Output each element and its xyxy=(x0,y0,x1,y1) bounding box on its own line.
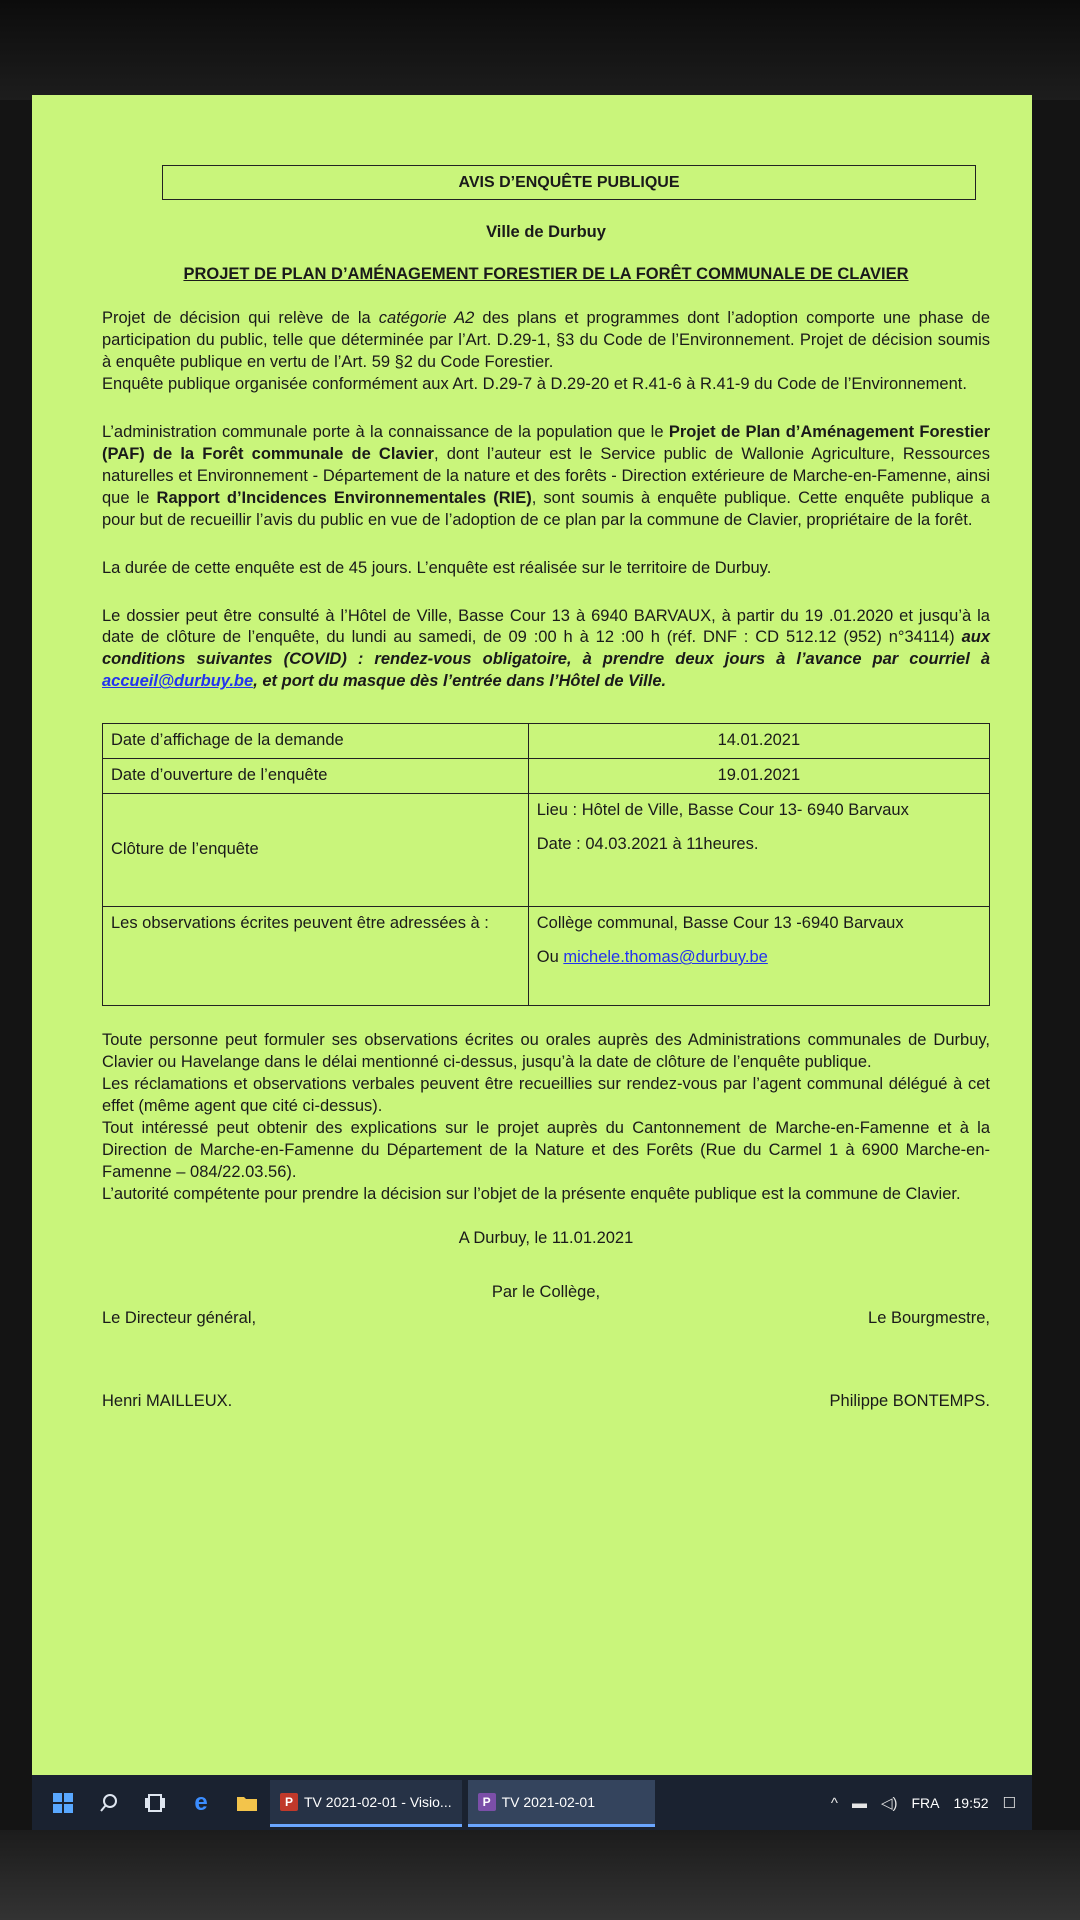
document-page xyxy=(32,95,1032,1815)
table-row xyxy=(103,759,990,794)
director-name: Henri MAILLEUX. xyxy=(102,1392,233,1411)
search-icon[interactable] xyxy=(92,1786,126,1820)
table-cell-value: 14.01.2021 xyxy=(528,724,989,759)
taskbar-app-label: TV 2021-02-01 xyxy=(501,1793,596,1810)
obs-1: Toute personne peut formuler ses observations écrites ou orales auprès des Administrations communales de Durbuy, Clavier ou Havelange dans le délai mentionné ci-dessus, jusqu’à la date de clôture de l’enquête publique. xyxy=(102,1031,990,1072)
notification-icon[interactable]: ☐ xyxy=(1002,1795,1016,1812)
place-date: A Durbuy, le 11.01.2021 xyxy=(458,1228,634,1247)
table-cell-value: 19.01.2021 xyxy=(528,759,989,794)
director-title: Le Directeur général, xyxy=(102,1308,257,1327)
monitor-bezel-top xyxy=(0,0,1080,100)
or-prefix: Ou xyxy=(536,948,564,967)
admin-text-c: , sont soumis à enquête publique. Cette enquête publique a pour but de recueillir l’avis du public en vue de l’adoption de ce plan par la commune de Clavier, propriétaire de la forêt. xyxy=(102,488,990,529)
taskbar-app-visio[interactable] xyxy=(270,1780,462,1827)
city-name: Ville de Durbuy xyxy=(486,223,606,242)
network-icon[interactable]: ▬ xyxy=(851,1794,867,1812)
table-cell-label: Clôture de l’enquête xyxy=(103,794,529,907)
obs-3: Tout intéressé peut obtenir des explications sur le projet auprès du Cantonnement de Marche-en-Famenne et à la Direction de Marche-en-Famenne du Département de la Nature et des Forêts (Rue du Carmel 1 à 6900 Marche-en-Famenne – 084/22.03.56). xyxy=(102,1118,990,1181)
windows-taskbar xyxy=(32,1775,1032,1831)
edge-browser-icon[interactable]: e xyxy=(194,1789,208,1816)
consult-text-a: Le dossier peut être consulté à l’Hôtel de Ville, Basse Cour 13 à 6940 BARVAUX, à partir du 19 .01.2020 et jusqu’à la date de clôture de l’enquête, du lundi au samedi, de 09 :00 h à 12 :00 h (réf. DNF : CD 512.12 (952) n°34114) xyxy=(102,606,990,647)
obs-2: Les réclamations et observations verbales peuvent être recueillies sur rendez-vous par l’agent communal délégué à cet effet (même agent que cité ci-dessus). xyxy=(102,1075,990,1115)
intro-text-a: Projet de décision qui relève de la xyxy=(102,309,379,328)
admin-bold-paf: Projet de Plan d’Aménagement Forestier (PAF) de la Forêt communale de Clavier xyxy=(102,422,991,463)
admin-bold-rie: Rapport d’Incidences Environnementales (RIE) xyxy=(156,488,532,507)
table-cell-label: Date d’ouverture de l’enquête xyxy=(103,759,529,794)
chevron-up-icon[interactable]: ^ xyxy=(830,1794,838,1812)
consult-covid-conditions: aux conditions suivantes (COVID) : rendez-vous obligatoire, à prendre deux jours à l’avance par courriel à xyxy=(102,628,990,669)
table-cell-value xyxy=(528,907,989,1006)
document-app-icon: P xyxy=(478,1793,496,1811)
intro-italic: catégorie A2 xyxy=(378,309,475,328)
admin-paragraph xyxy=(102,422,990,532)
closing-place: Lieu : Hôtel de Ville, Basse Cour 13- 6940 Barvaux xyxy=(536,801,909,820)
volume-icon[interactable]: ◁) xyxy=(880,1795,898,1812)
signature-titles xyxy=(102,1308,990,1330)
project-title: PROJET DE PLAN D’AMÉNAGEMENT FORESTIER DE LA FORÊT COMMUNALE DE CLAVIER xyxy=(183,265,909,284)
notice-title: AVIS D’ENQUÊTE PUBLIQUE xyxy=(162,165,976,200)
language-indicator[interactable]: FRA xyxy=(911,1795,940,1811)
system-tray xyxy=(831,1794,1032,1812)
dates-table xyxy=(102,723,990,1006)
monitor-bezel-bottom xyxy=(0,1830,1080,1920)
admin-text-a: L’administration communale porte à la connaissance de la population que le xyxy=(102,422,669,441)
table-cell-label: Date d’affichage de la demande xyxy=(103,724,529,759)
email-link-michele[interactable]: michele.thomas@durbuy.be xyxy=(563,948,768,967)
obs-4: L’autorité compétente pour prendre la décision sur l’objet de la présente enquête publique est la commune de Clavier. xyxy=(102,1184,961,1203)
email-link-accueil[interactable]: accueil@durbuy.be xyxy=(102,672,254,691)
college-address: Collège communal, Basse Cour 13 -6940 Barvaux xyxy=(536,914,904,933)
mayor-name: Philippe BONTEMPS. xyxy=(829,1392,990,1411)
table-row xyxy=(103,724,990,759)
observations-paragraph xyxy=(102,1030,990,1206)
clock-time[interactable]: 19:52 xyxy=(953,1795,989,1811)
table-row xyxy=(103,907,990,1006)
file-explorer-icon[interactable] xyxy=(230,1786,264,1820)
consult-paragraph xyxy=(102,606,990,694)
duration-paragraph: La durée de cette enquête est de 45 jours. L’enquête est réalisée sur le territoire de Durbuy. xyxy=(102,558,772,577)
intro-text-c: Enquête publique organisée conformément aux Art. D.29-7 à D.29-20 et R.41-6 à R.41-9 du Code de l’Environnement. xyxy=(102,374,967,393)
intro-paragraph xyxy=(102,308,990,396)
closing-date: Date : 04.03.2021 à 11heures. xyxy=(536,835,759,854)
taskbar-app-label: TV 2021-02-01 - Visio... xyxy=(304,1793,452,1810)
consult-text-c: , et port du masque dès l’entrée dans l’Hôtel de Ville. xyxy=(253,672,667,691)
table-cell-label: Les observations écrites peuvent être adressées à : xyxy=(103,907,529,1006)
intro-text-b: des plans et programmes dont l’adoption comporte une phase de participation du public, telle que déterminée par l’Art. D.29-1, §3 du Code de l’Environnement. Projet de décision soumis à enquête publique en vertu de l’Art. 59 §2 du Code Forestier. xyxy=(102,309,991,372)
signature-names xyxy=(102,1391,990,1413)
admin-text-b: , dont l’auteur est le Service public de Wallonie Agriculture, Ressources naturelles et Environnement - Département de la nature et des forêts - Direction extérieure de Marche-en-Famenne, ainsi que le xyxy=(102,444,990,507)
task-view-icon[interactable] xyxy=(138,1786,172,1820)
mayor-title: Le Bourgmestre, xyxy=(868,1308,990,1327)
powerpoint-icon: P xyxy=(280,1793,298,1811)
taskbar-app-document[interactable] xyxy=(468,1780,655,1827)
table-row xyxy=(103,794,990,907)
by-college: Par le Collège, xyxy=(491,1282,601,1301)
table-cell-value xyxy=(528,794,989,907)
windows-start-icon[interactable] xyxy=(46,1786,80,1820)
